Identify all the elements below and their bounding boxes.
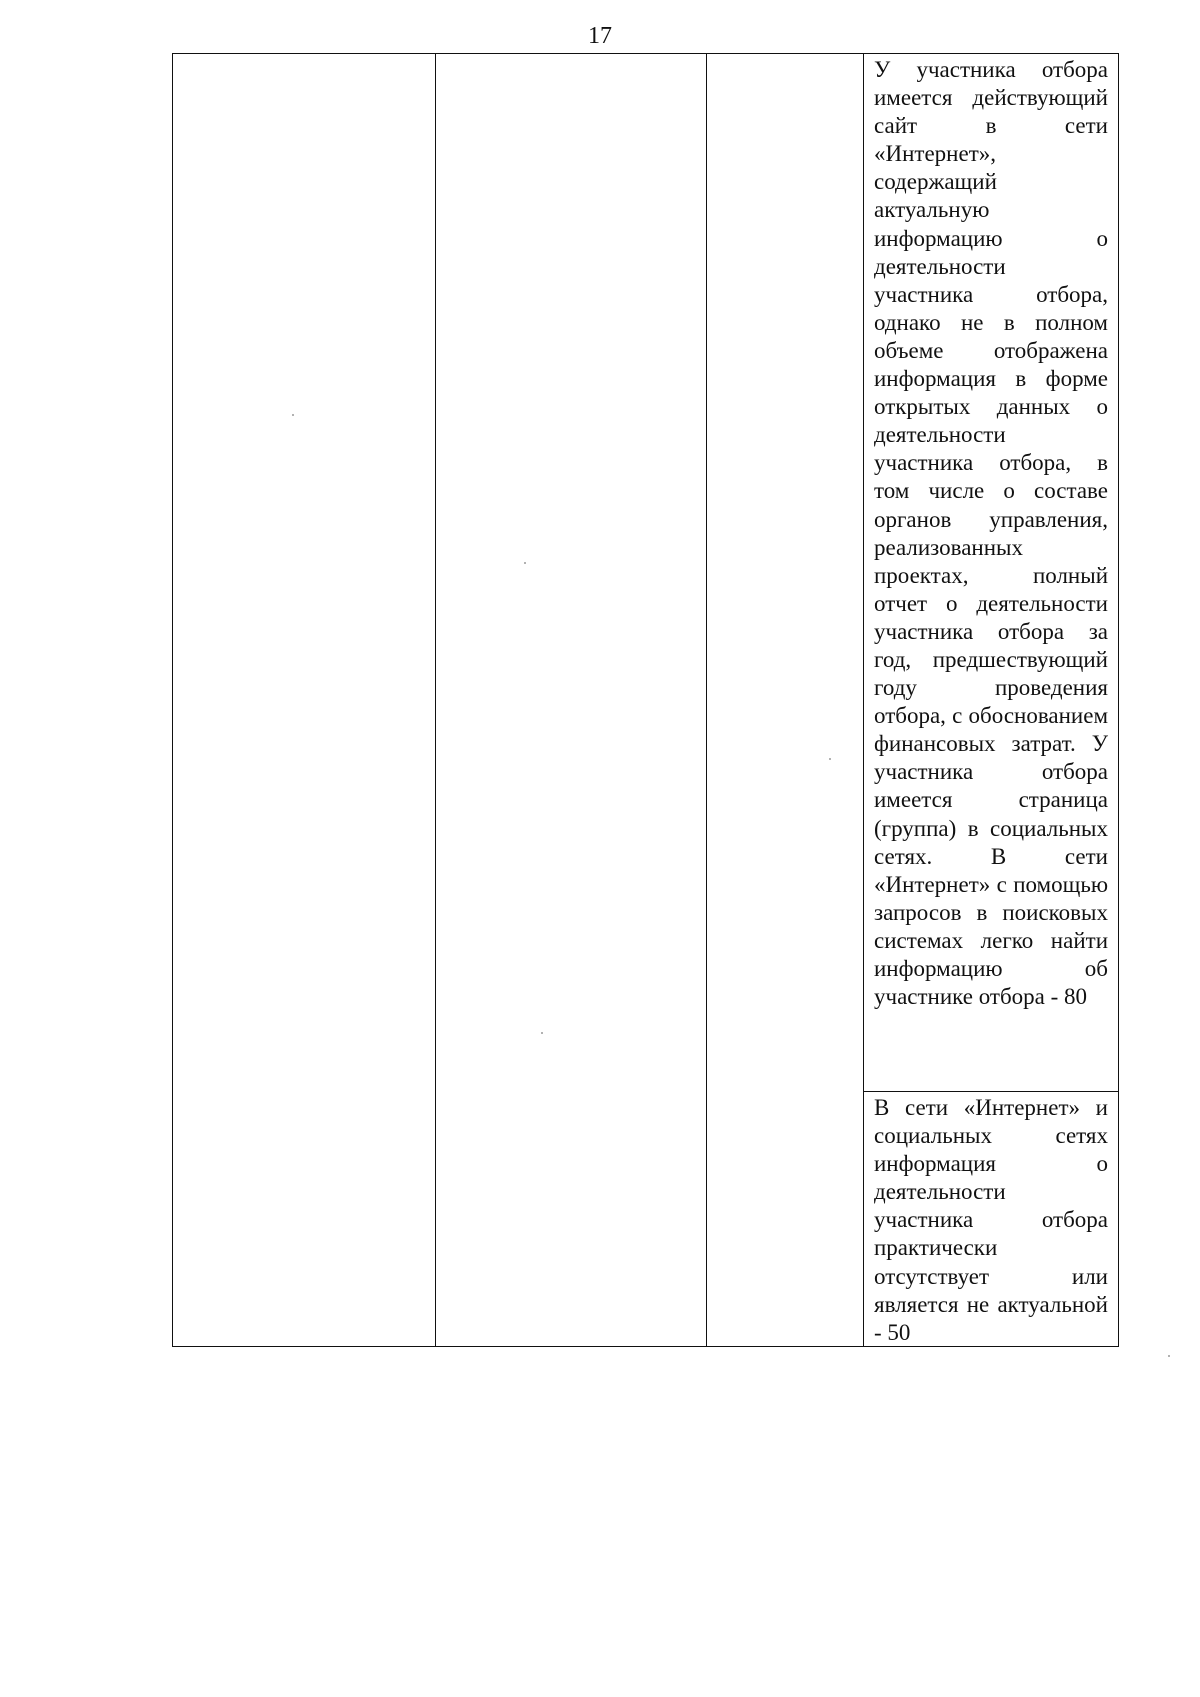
table-cell-col-3 bbox=[707, 54, 864, 1347]
scan-speck bbox=[829, 758, 831, 760]
criteria-table bbox=[172, 53, 1119, 1347]
criterion-text-80: У участника отбора имеется действующий сайт в сети «Интернет», содержащий актуальную информацию о деятельности участника отбора, однако не в полном объеме отображена информация в форме открытых данных о деятельности участника отбора, в том числе о составе органов управления, реализованных проектах, полный отчет о деятельности участника отбора за год, предшествующий году проведения отбора, с обоснованием финансовых затрат. У участника отбора имеется страница (группа) в социальных сетях. В сети «Интернет» с помощью запросов в поисковых системах легко найти информацию об участнике отбора - 80 bbox=[874, 57, 1108, 1010]
table-row bbox=[173, 54, 1119, 1092]
criterion-text-50: В сети «Интернет» и социальных сетях информация о деятельности участника отбора практически отсутствует или является не актуальной - 50 bbox=[874, 1095, 1108, 1345]
table-cell-col-1 bbox=[173, 54, 436, 1347]
table-cell-score-criterion-50 bbox=[864, 1092, 1119, 1347]
scan-speck bbox=[541, 1032, 543, 1034]
table-cell-col-2 bbox=[436, 54, 707, 1347]
scan-speck bbox=[1168, 1355, 1170, 1357]
scan-speck bbox=[524, 562, 526, 564]
page-number: 17 bbox=[588, 23, 612, 49]
scan-speck bbox=[292, 414, 294, 416]
table-cell-score-criterion-80 bbox=[864, 54, 1119, 1092]
